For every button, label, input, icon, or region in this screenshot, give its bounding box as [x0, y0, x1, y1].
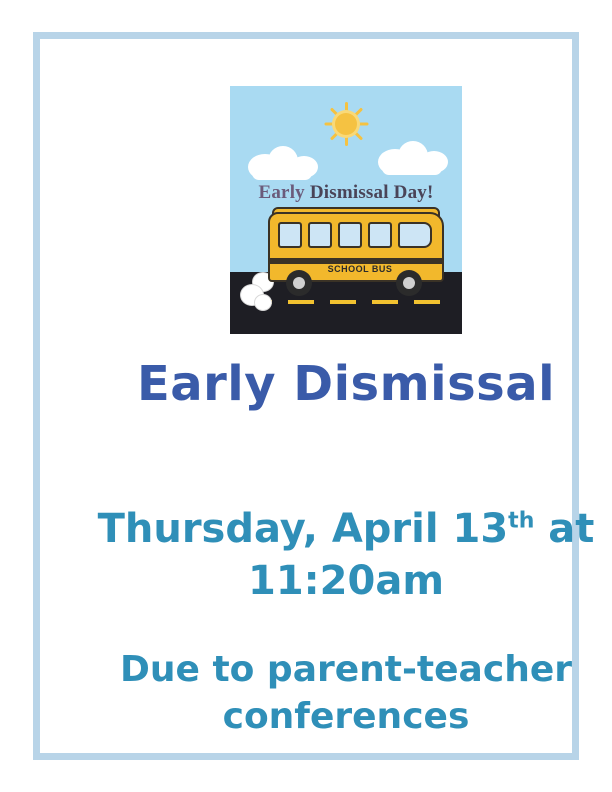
clipart-title-part1: Early — [258, 182, 310, 203]
reason-line-1: Due to parent-teacher — [119, 648, 572, 690]
date-suffix: at — [534, 505, 595, 552]
bus-wheel-rear — [396, 270, 422, 296]
sun-icon — [326, 104, 366, 144]
bus-icon — [268, 212, 444, 298]
bus-wheel-front — [286, 270, 312, 296]
reason-line — [88, 647, 604, 741]
page-title: Early Dismissal — [136, 356, 556, 412]
clipart-title — [230, 182, 462, 204]
date-time-line — [88, 503, 604, 607]
date-ordinal: th — [508, 508, 535, 534]
clipart-title-part2: Dismissal Day! — [309, 182, 434, 203]
flyer-text-block — [88, 356, 604, 740]
reason-line-2: conferences — [222, 695, 470, 737]
bus-label: SCHOOL BUS — [327, 264, 393, 274]
school-bus-clipart — [230, 86, 462, 334]
page-border — [33, 32, 595, 760]
date-text: Thursday, April 13 — [97, 505, 509, 552]
time-text: 11:20am — [248, 557, 444, 604]
